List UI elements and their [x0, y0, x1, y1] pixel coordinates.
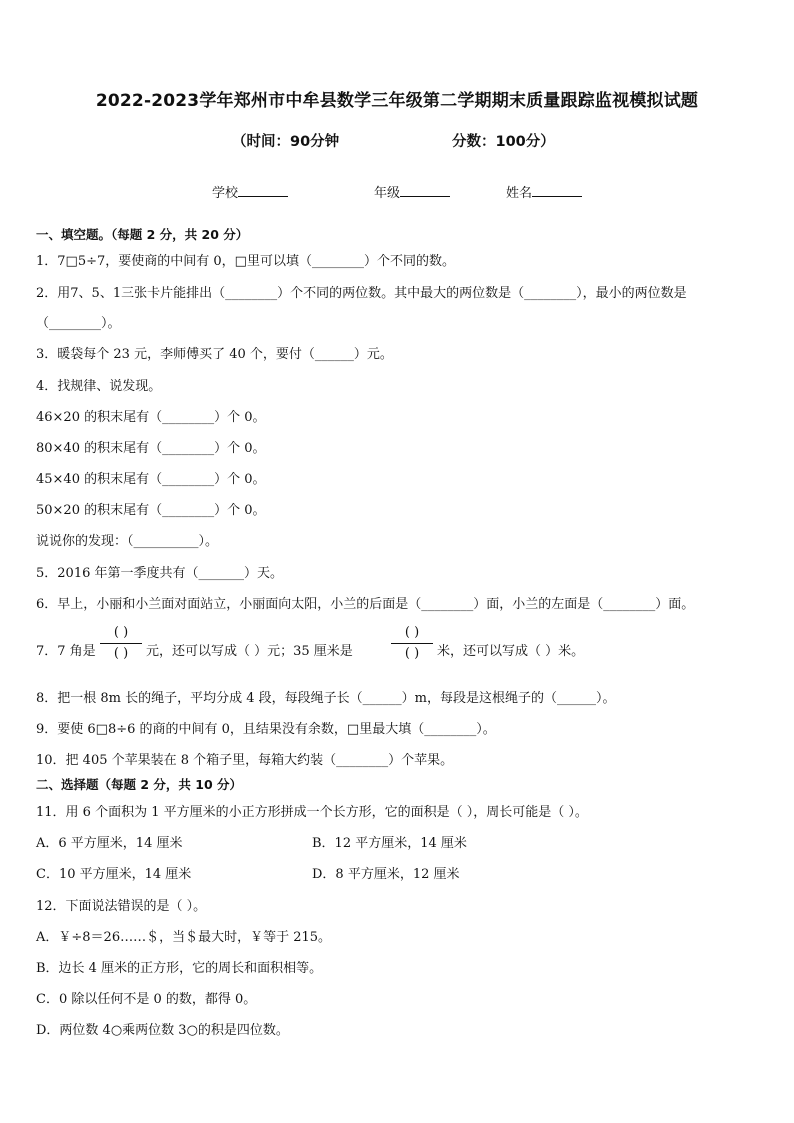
question-4-item-a: 46×20 的积末尾有（________）个 0。 [36, 410, 266, 425]
question-7-prefix: 7．7 角是 [36, 644, 96, 659]
question-11-option-a: A．6 平方厘米，14 厘米 [36, 836, 183, 851]
question-12-option-d: D．两位数 4○乘两位数 3○的积是四位数。 [36, 1023, 289, 1038]
question-12-option-a: A．￥÷8＝26……＄，当＄最大时，￥等于 215。 [36, 930, 332, 945]
fraction-denominator: ( ) [404, 646, 420, 661]
question-11-option-c: C．10 平方厘米，14 厘米 [36, 867, 192, 882]
name-blank [532, 183, 582, 197]
question-4: 4．找规律、说发现。 [36, 379, 162, 394]
grade-field [374, 182, 450, 201]
question-9: 9．要使 6□8÷6 的商的中间有 0，且结果没有余数，□里最大填（________）。 [36, 722, 496, 737]
school-field [212, 182, 288, 201]
section-1-heading: 一、填空题。（每题 2 分，共 20 分） [36, 227, 249, 242]
section-2-heading: 二、选择题（每题 2 分，共 10 分） [36, 777, 243, 792]
name-label: 姓名 [506, 186, 533, 201]
grade-blank [400, 183, 450, 197]
question-3: 3．暖袋每个 23 元，李师傅买了 40 个，要付（______）元。 [36, 347, 393, 362]
question-7-fraction-2 [391, 624, 433, 663]
question-11-option-d: D．8 平方厘米，12 厘米 [312, 867, 460, 882]
question-6: 6．早上，小丽和小兰面对面站立，小丽面向太阳，小兰的后面是（________）面，小兰的左面是（________）面。 [36, 597, 695, 612]
fraction-bar [100, 643, 142, 644]
name-field [506, 182, 582, 201]
question-8: 8．把一根 8m 长的绳子，平均分成 4 段，每段绳子长（______）m，每段是这根绳子的（______）。 [36, 691, 616, 706]
question-4-item-d: 50×20 的积末尾有（________）个 0。 [36, 503, 266, 518]
question-2-line-2: （________）。 [36, 316, 121, 331]
question-11: 11．用 6 个面积为 1 平方厘米的小正方形拼成一个长方形，它的面积是（ ），周长可能是（ ）。 [36, 805, 588, 820]
school-blank [238, 183, 288, 197]
exam-score: 分数：100分） [452, 134, 555, 150]
question-12: 12．下面说法错误的是（ ）。 [36, 899, 207, 914]
fraction-numerator: ( ) [113, 625, 129, 640]
question-5: 5．2016 年第一季度共有（_______）天。 [36, 566, 283, 581]
question-12-option-b: B．边长 4 厘米的正方形，它的周长和面积相等。 [36, 961, 323, 976]
school-label: 学校 [212, 186, 239, 201]
question-1: 1．7□5÷7，要使商的中间有 0，□里可以填（________）个不同的数。 [36, 254, 455, 269]
question-7-middle: 元，还可以写成（ ）元；35 厘米是 [146, 644, 353, 659]
question-4-item-b: 80×40 的积末尾有（________）个 0。 [36, 441, 266, 456]
question-2-line-1: 2．用7、5、1三张卡片能排出（________）个不同的两位数。其中最大的两位数是（________），最小的两位数是 [36, 286, 687, 301]
fraction-denominator: ( ) [113, 646, 129, 661]
question-7-fraction-1 [100, 624, 142, 663]
question-12-option-c: C．0 除以任何不是 0 的数，都得 0。 [36, 992, 257, 1007]
question-4-item-c: 45×40 的积末尾有（________）个 0。 [36, 472, 266, 487]
question-11-option-b: B．12 平方厘米，14 厘米 [312, 836, 467, 851]
exam-time: （时间：90分钟 [232, 134, 340, 150]
fraction-bar [391, 643, 433, 644]
question-7-suffix: 米，还可以写成（ ）米。 [437, 644, 585, 659]
fraction-numerator: ( ) [404, 625, 420, 640]
grade-label: 年级 [374, 186, 401, 201]
question-10: 10．把 405 个苹果装在 8 个箱子里，每箱大约装（________）个苹果。 [36, 753, 454, 768]
question-4-finding: 说说你的发现：（__________）。 [36, 534, 219, 549]
exam-title: 2022-2023学年郑州市中牟县数学三年级第二学期期末质量跟踪监视模拟试题 [95, 91, 699, 111]
